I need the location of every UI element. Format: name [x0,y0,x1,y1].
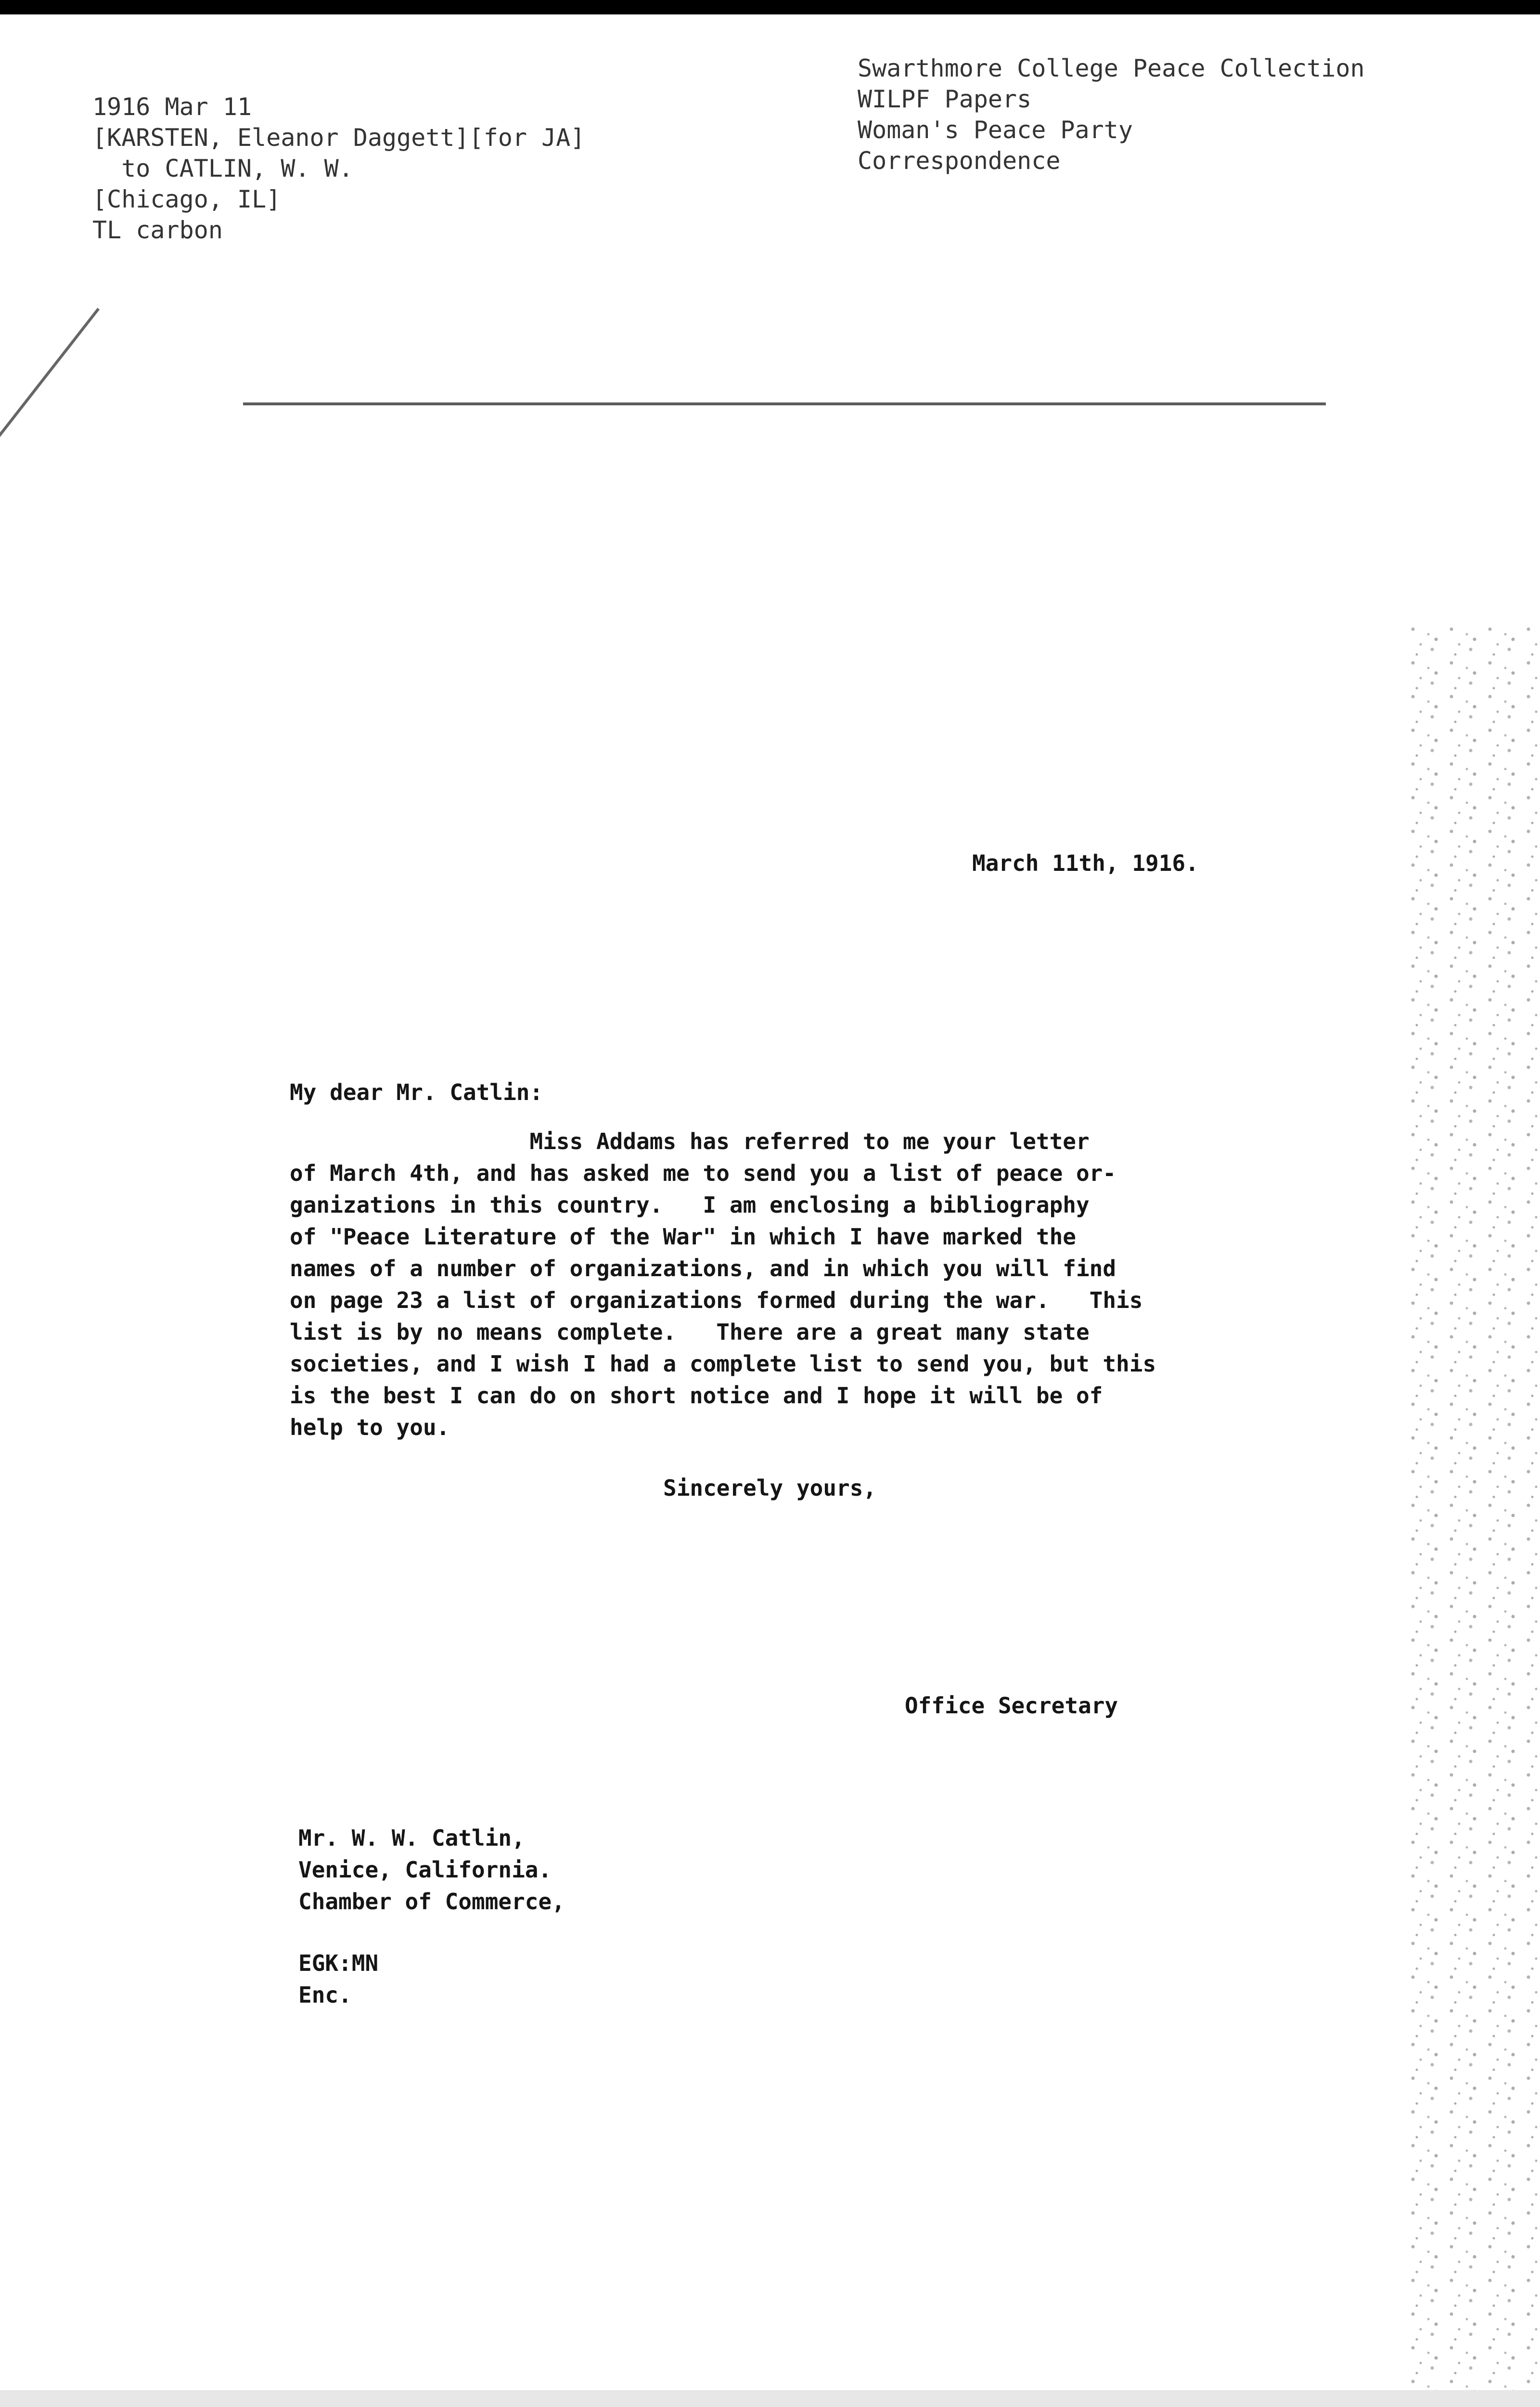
addressee-city: Venice, California. [298,1857,552,1883]
letter-body-line: help to you. [290,1414,450,1440]
typist-initials: EGK:MN [298,1950,379,1976]
letter-body-line: of March 4th, and has asked me to send you a list of peace or- [290,1160,1116,1186]
addressee-block [298,1822,565,1917]
collection-series: Woman's Peace Party [858,116,1133,144]
letter-body [290,1126,1348,1443]
letter-body-line: ganizations in this country. I am enclosing a bibliography [290,1192,1090,1218]
letter-body-line: list is by no means complete. There are a great many state [290,1319,1090,1345]
metadata-date: 1916 Mar 11 [92,93,252,121]
letter-body-line: on page 23 a list of organizations formed during the war. This [290,1287,1143,1313]
metadata-format: TL carbon [92,216,223,244]
metadata-author: [KARSTEN, Eleanor Daggett][for JA] [92,124,585,152]
enclosure-note: Enc. [298,1982,352,2008]
letter-date: March 11th, 1916. [972,850,1199,876]
letter-closing: Sincerely yours, [663,1475,877,1501]
metadata-recipient: to CATLIN, W. W. [92,155,353,182]
addressee-name: Mr. W. W. Catlin, [298,1825,525,1851]
letter-body-line: is the best I can do on short notice and I hope it will be of [290,1383,1103,1409]
addressee-organization: Chamber of Commerce, [298,1889,565,1915]
metadata-place: [Chicago, IL] [92,185,281,213]
letter-body-line: of "Peace Literature of the War" in which I have marked the [290,1224,1076,1250]
letter-body-line: societies, and I wish I had a complete list to send you, but this [290,1351,1156,1377]
letter-body-line: names of a number of organizations, and in which you will find [290,1255,1116,1281]
letter-body-line: Miss Addams has referred to me your letter [290,1128,1090,1154]
letter-salutation: My dear Mr. Catlin: [290,1079,543,1105]
collection-papers: WILPF Papers [858,85,1032,113]
collection-name: Swarthmore College Peace Collection [858,54,1365,82]
signature-title: Office Secretary [905,1693,1118,1719]
collection-subseries: Correspondence [858,147,1061,175]
reference-block [298,1947,378,2011]
